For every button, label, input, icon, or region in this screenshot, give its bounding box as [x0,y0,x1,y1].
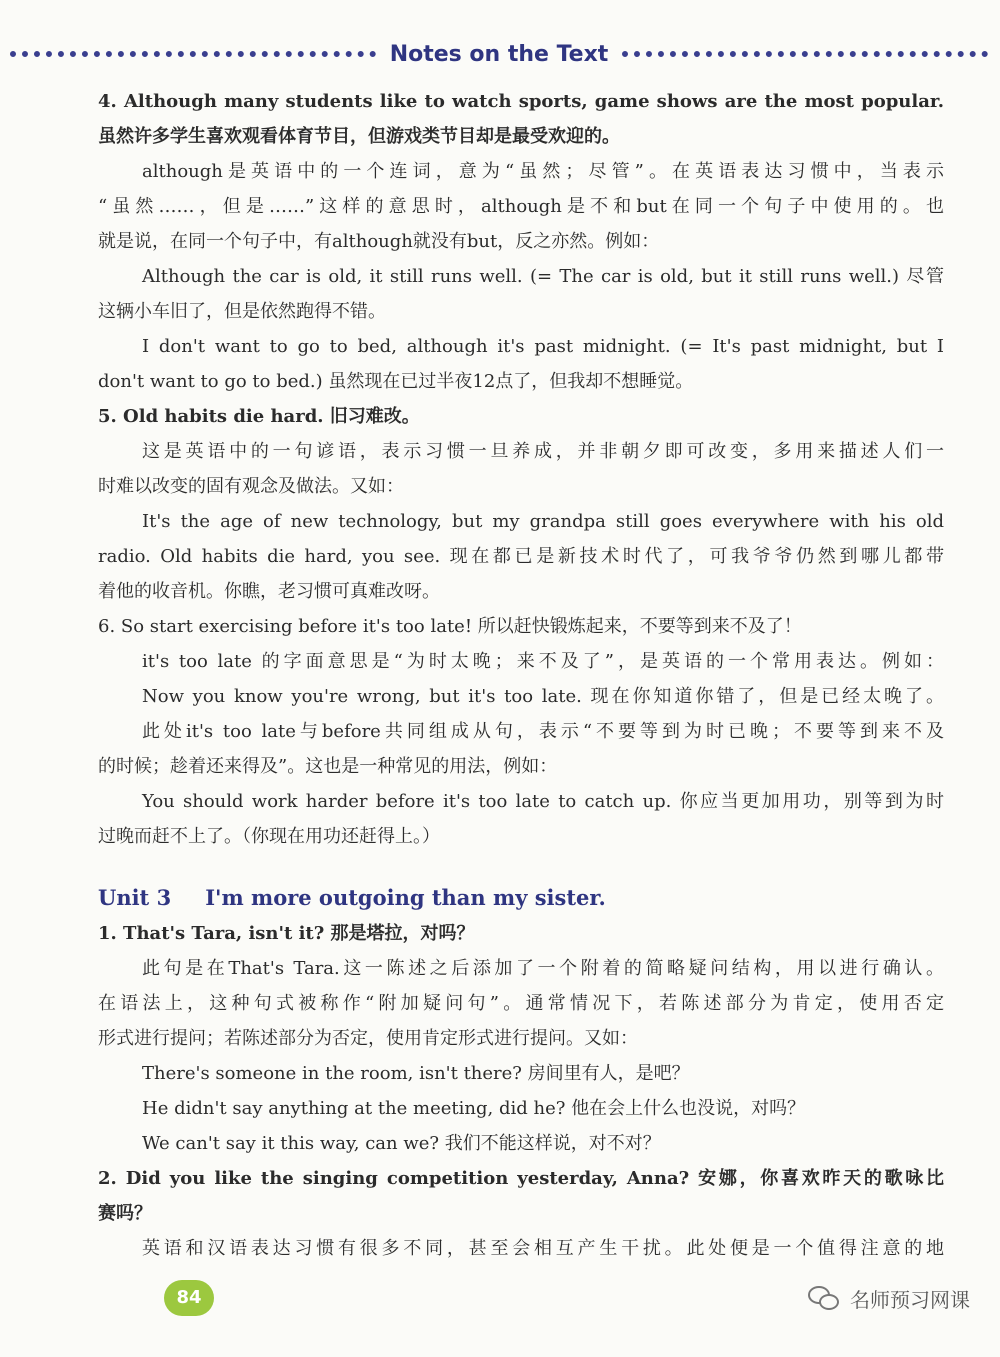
text-line: He didn't say anything at the meeting, did he? 他在会上什么也没说，对吗？ [142,1098,806,1119]
text-line: 着他的收音机。你瞧，老习惯可真难改呀。 [98,581,440,602]
text-line: 5. Old habits die hard. 旧习难改。 [98,406,420,427]
text-line: 就是说，在同一个句子中，有although就没有but，反之亦然。例如： [98,231,660,252]
text-line: 在语法上，这种句式被称作“附加疑问句”。通常情况下，若陈述部分为肯定，使用否定 [98,993,944,1014]
text-line: 2. Did you like the singing competition yesterday, Anna? 安娜，你喜欢昨天的歌咏比 [98,1168,944,1189]
text-line: 的时候；趁着还来得及”。这也是一种常见的用法，例如： [98,756,558,777]
text-line: 这辆小车旧了，但是依然跑得不错。 [98,301,386,322]
chat-bubble-icon [808,1286,840,1312]
watermark-text: 名师预习网课 [850,1288,970,1312]
text-line: 时难以改变的固有观念及做法。又如： [98,476,404,497]
text-line: 形式进行提问；若陈述部分为否定，使用肯定形式进行提问。又如： [98,1028,638,1049]
text-line: 过晚而赶不上了。（你现在用功还赶得上。） [98,826,440,847]
text-line: 英语和汉语表达习惯有很多不同，甚至会相互产生干扰。此处便是一个值得注意的地 [142,1238,944,1259]
notes-unit-3-block [98,916,944,1266]
text-line: 赛吗？ [98,1203,152,1224]
text-line: 6. So start exercising before it's too late! 所以赶快锻炼起来，不要等到来不及了！ [98,616,802,637]
text-line: We can't say it this way, can we? 我们不能这样说，对不对？ [142,1133,661,1154]
text-line: although是英语中的一个连词，意为“虽然；尽管”。在英语表达习惯中，当表示 [142,161,944,182]
notes-unit-2-block [98,84,944,854]
text-line: I don't want to go to bed, although it's past midnight. (= It's past midnight, but I [142,336,944,357]
text-line: radio. Old habits die hard, you see. 现在都已是新技术时代了，可我爷爷仍然到哪儿都带 [98,546,944,567]
page-header [0,36,1000,72]
text-line: It's the age of new technology, but my grandpa still goes everywhere with his old [142,511,944,532]
text-line: There's someone in the room, isn't there? 房间里有人，是吧？ [142,1063,690,1084]
text-line: Now you know you're wrong, but it's too late. 现在你知道你错了，但是已经太晚了。 [142,686,944,707]
unit-number: Unit 3 [98,885,172,910]
text-line: it's too late 的字面意思是“为时太晚；来不及了”，是英语的一个常用表达。例如： [142,651,944,672]
text-line: Although the car is old, it still runs well. (= The car is old, but it still runs well.) 尽管 [142,266,944,287]
text-line: You should work harder before it's too late to catch up. 你应当更加用功，别等到为时 [142,791,944,812]
text-line: don't want to go to bed.) 虽然现在已过半夜12点了，但我却不想睡觉。 [98,371,694,392]
text-line: 这是英语中的一句谚语，表示习惯一旦养成，并非朝夕即可改变，多用来描述人们一 [142,441,944,462]
text-line: 1. That's Tara, isn't it? 那是塔拉，对吗？ [98,923,475,944]
unit-heading [98,880,944,916]
text-line: 此处it's too late与before共同组成从句，表示“不要等到为时已晚；不要等到来不及 [142,721,944,742]
text-line: 此句是在That's Tara.这一陈述之后添加了一个附着的简略疑问结构，用以进行确认。 [142,958,944,979]
header-dots-left [10,51,376,57]
text-line: 虽然许多学生喜欢观看体育节目，但游戏类节目却是最受欢迎的。 [98,126,620,147]
text-line: “虽然……，但是……”这样的意思时，although是不和but在同一个句子中使用的。也 [98,196,944,217]
page-number-badge: 84 [164,1280,214,1316]
header-title: Notes on the Text [389,41,609,67]
text-body [98,84,944,1266]
unit-title: I'm more outgoing than my sister. [205,885,606,910]
watermark [808,1284,970,1313]
text-line: 4. Although many students like to watch sports, game shows are the most popular. [98,91,944,112]
header-dots-right [622,51,988,57]
